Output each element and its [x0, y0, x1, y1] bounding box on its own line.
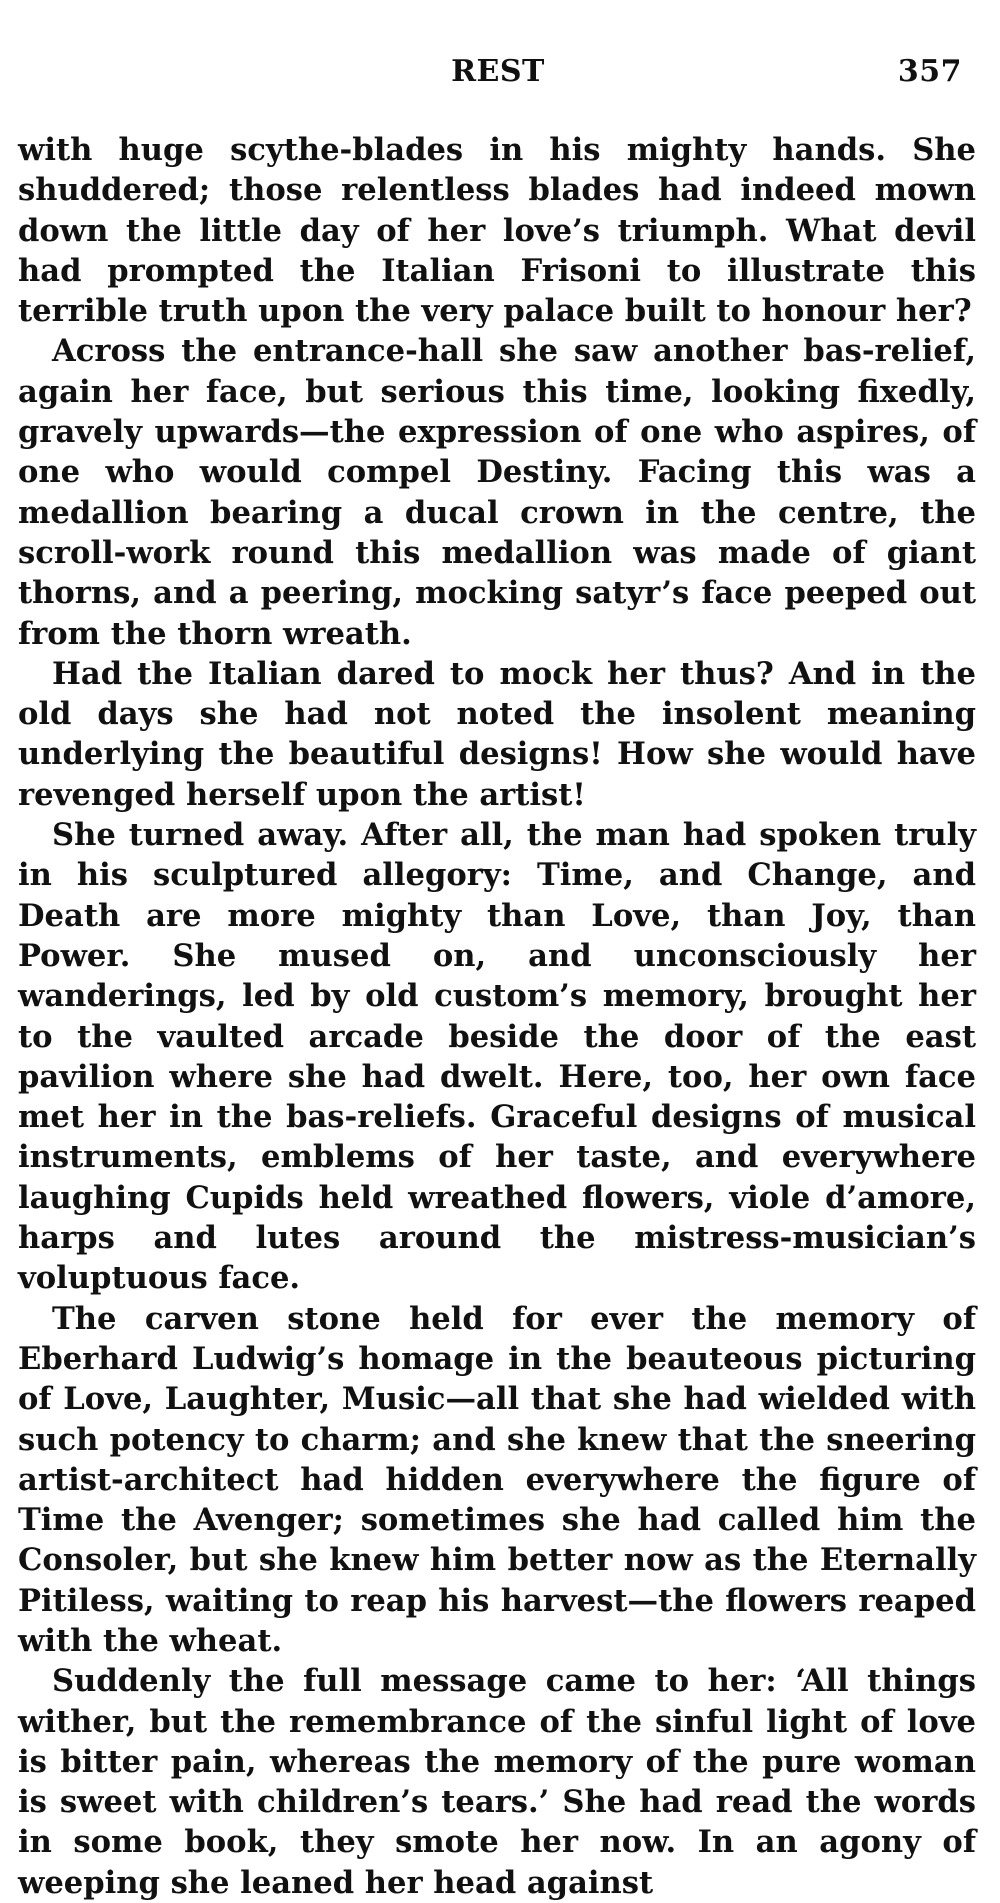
page-number: 357: [897, 54, 962, 89]
running-title: REST: [451, 54, 545, 89]
body-text: [18, 130, 976, 1903]
paragraph-1-continued: with huge scythe-blades in his mighty hands. She shuddered; those relentless blades had indeed mown down the little day of her love’s triumph. What devil had prompted the Italian Frisoni to illustrate this terrible truth upon the very palace built to honour her?: [18, 132, 976, 330]
paragraph-2: Across the entrance-hall she saw another bas-relief, again her face, but serious this time, looking fixedly, gravely upwards—the expression of one who aspires, of one who would compel Destiny. Facing this was a medallion bearing a ducal crown in the centre, the scroll-work round this medallion was made of giant thorns, and a peering, mocking satyr’s face peeped out from the thorn wreath.: [18, 333, 976, 652]
book-page: [18, 0, 978, 1901]
paragraph-6: Suddenly the full message came to her: ‘All things wither, but the remembrance of the sinful light of love is bitter pain, whereas the memory of the pure woman is sweet with children’s tears.’ She had read the words in some book, they smote her now. In an agony of weeping she leaned her head against: [18, 1663, 976, 1901]
paragraph-3: Had the Italian dared to mock her thus? And in the old days she had not noted the insolent meaning underlying the beautiful designs! How she would have revenged herself upon the artist!: [18, 655, 976, 813]
paragraph-5: The carven stone held for ever the memory of Eberhard Ludwig’s homage in the beauteous picturing of Love, Laughter, Music—all that she had wielded with such potency to charm; and she knew that the sneering artist-architect had hidden everywhere the figure of Time the Avenger; sometimes she had called him the Consoler, but she knew him better now as the Eternally Pitiless, waiting to reap his harvest—the flowers reaped with the wheat.: [18, 1300, 976, 1659]
paragraph-4: She turned away. After all, the man had spoken truly in his sculptured allegory: Time, and Change, and Death are more mighty than Love, than Joy, than Power. She mused on, and unconsciously her wanderings, led by old custom’s memory, brought her to the vaulted arcade beside the door of the east pavilion where she had dwelt. Here, too, her own face met her in the bas-reliefs. Graceful designs of musical instruments, emblems of her taste, and everywhere laughing Cupids held wreathed flowers, viole d’amore, harps and lutes around the mistress-musician’s voluptuous face.: [18, 817, 976, 1297]
running-head: [18, 54, 978, 94]
